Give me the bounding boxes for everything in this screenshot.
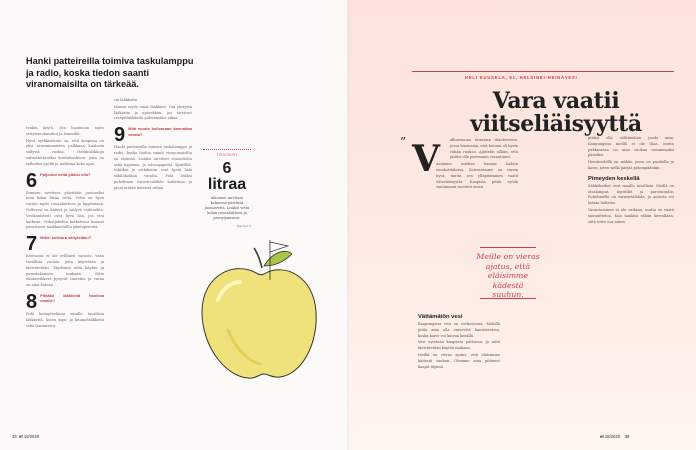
sidebar-figure: 6 litraa xyxy=(207,160,247,193)
page-number: 38 xyxy=(12,434,17,439)
pull-quote-rule xyxy=(480,247,536,248)
issue-number: 18/2020 xyxy=(23,434,40,439)
page-spine xyxy=(347,0,349,450)
byline: HELI KUUSELA, 61, HELSINKI-HEINÄVESI xyxy=(465,75,578,80)
paragraph: Sähkökatkot ovat maalla tavallisia. Meillä on otsalamput, kynttilät ja paristoradio. Puhelimelle on varavirtalähde, ja autosta voi ladata laitteita. xyxy=(588,183,674,206)
sidebar-text: Aikuinen tarvitsee kolmessa päivässä juomavettä. Lisäksi vettä kuluu ruuanlaittoon ja peseytymiseen. xyxy=(204,196,250,220)
paragraph: Muista myös omat lääkkeet. Ota yhteyttä lääkäriin ja apteekkiin, jos tarvitset reseptilääkkeitä pidemmäksi aikaa. xyxy=(114,104,192,121)
paragraph: pitäisi olla välttämätön juoda aina. Kaupungissa meillä ei ole tilaa, mutta pakkasessa on aina ruokaa useammaksi päiväksi. xyxy=(588,136,674,158)
section-heading xyxy=(26,169,104,192)
sidebar-kicker: TIESITKÖ? xyxy=(216,153,238,157)
left-column-2 xyxy=(114,98,192,193)
section-title: Miten kotivara säilytetään? xyxy=(40,235,92,241)
section-number: 6 xyxy=(26,169,38,192)
right-column-1 xyxy=(436,138,518,192)
magazine-name: et xyxy=(600,434,604,439)
section-number: 9 xyxy=(114,124,126,147)
paragraph: Hyvä nyrkkisääntö on, että kaapissa on yksi aravammaisten palkkaan kuuluvia säilyviä ruokia. Herkkulukkoja valmistettavaksi kotitaloudessa, joita on tarkoitus syödä ja uudistaa koko ajan. xyxy=(26,138,104,166)
left-column-1 xyxy=(26,126,104,330)
issue-number: 18/2020 xyxy=(604,434,621,439)
magazine-name: et xyxy=(19,434,23,439)
sidebar-rule xyxy=(203,149,251,150)
paragraph: sia lääkkeitä. xyxy=(114,98,139,102)
subheading: Pimeyden keskellä xyxy=(588,175,640,182)
paragraph: Kotivaraa ei ole erillinen varasto, vaan tavallisia ruokia, joita käytetään ja kierrätetään. Täydennä niitä käytön ja paraslukemien mukaan. Näin elintarvikkeet pysyvät tuoreina ja varaa on aina kotona. xyxy=(26,254,104,288)
paragraph: Hanki patteireilla toimiva taskulamppu ja radio, koska tiedon saanti viranomaisilta on tärkeää. Lisäksi tarvitset vesiastioita sekä hygienia- ja talouspaperia. Kynttilät, tulitikut ja retkikeitin ovat hyviä lisiä sähkökatkon varalta. Pidä lisäksi puhelimen varavirtalähde ladattuna ja pieni määrä käteistä rahaa. xyxy=(114,145,192,190)
section-number: 7 xyxy=(26,233,38,256)
paragraph: Ihmisen tarvitsee päivittäin juotavaksi noin kaksi litraa vettä. Vettä on hyvä varata myös ruuanlaittoon ja hygieniaan. Pullovesi on kätevä ja säilyvä vaihtoehto. Vesikanisterit ovat hyvä lisä, jos vesi katkeaa. Vedenjakelun katketessa kunnat perustavat tankkiautoilla jakelupisteitä. xyxy=(26,190,104,230)
quote-dash: ” xyxy=(400,135,407,149)
paragraph: alkuvuonna törmäsin tilanteeseen, jossa huomasin, että kotona oli hyvin vähän ruokaa. Ajattelin silloin, että pitäisi olla paremmin varautunut. xyxy=(450,138,518,160)
paragraph: Heinävedellä on mökki, jossa on puuhella ja kaivo, joten siellä pärjää pidempäänkin. xyxy=(588,160,674,170)
section-heading xyxy=(26,290,104,313)
right-column-1-bottom xyxy=(418,310,500,371)
lede-heading: Hanki patteireilla toimiva taskulamppu ja radio, koska tiedon saanti viranomaisilta on tärkeää. xyxy=(26,56,194,89)
paragraph: tenkin käytä. Ota huomioon myös erityisruokavaliot ja lemmikit. xyxy=(26,126,104,136)
right-column-3 xyxy=(588,136,674,226)
section-title: Paljonko vettä pitäisi olla? xyxy=(40,171,91,177)
section-number: 8 xyxy=(26,290,38,313)
apple-illustration xyxy=(188,240,328,390)
pull-quote-rule xyxy=(480,298,536,299)
section-title: Pitääkö lääkkeitä hankkia varalle? xyxy=(40,292,104,304)
paragraph: Vesi ostetaan kaupasta pulloissa, ja niitä kierrätetään käytön mukaan. xyxy=(418,340,500,351)
pull-quote: Meille on vieras ajatus, että eläisimme kädestä suuhun. xyxy=(476,252,540,299)
article-title: Vara vaatii viitseliäisyyttä xyxy=(470,88,642,137)
subheading: Vättämätön vesi xyxy=(418,314,463,320)
right-folio xyxy=(600,434,629,439)
paragraph: Asumme miehen kanssa kaksin omakotitalossa. Kotivaramme on varsin hyvä, mutta sen ylläpitäminen vaatii viitseliäisyyttä. Kaapista pitää syödä vanhimmat tuotteet ensin. xyxy=(436,162,518,190)
drop-cap: V xyxy=(412,138,440,180)
top-rule xyxy=(412,71,674,72)
paragraph: Varautuminen ei ole vaikeaa, mutta se vaatii suunnittelua. Kun hankkii vähän kerrallaan, siitä tulee osa arkea. xyxy=(588,207,674,224)
section-heading xyxy=(114,124,192,147)
fact-sidebar xyxy=(203,153,251,228)
section-title: Mitä muuta kotivaraan kannattaa varata? xyxy=(128,126,192,137)
paragraph: Meillä on vieras ajatus, että eläisimme kädestä suuhun. Olemme aina pitäneet kaapit täynnä. xyxy=(418,352,500,369)
paragraph: Pidä kotiapteekissa varalla tavallisia lääkkeitä, kuten kipu- ja kuumelääkkeitä sekä laastareita. xyxy=(26,311,104,328)
page-number: 39 xyxy=(624,434,630,439)
left-folio xyxy=(12,434,39,439)
section-heading xyxy=(26,233,104,256)
sidebar-source: marttat.fi xyxy=(236,224,251,228)
paragraph: Kaupungissa vesi on verkostossa. Mökillä pitää aina olla varavettä kanistereissa, koska kaivo voi kuivua kesällä. xyxy=(418,322,500,338)
